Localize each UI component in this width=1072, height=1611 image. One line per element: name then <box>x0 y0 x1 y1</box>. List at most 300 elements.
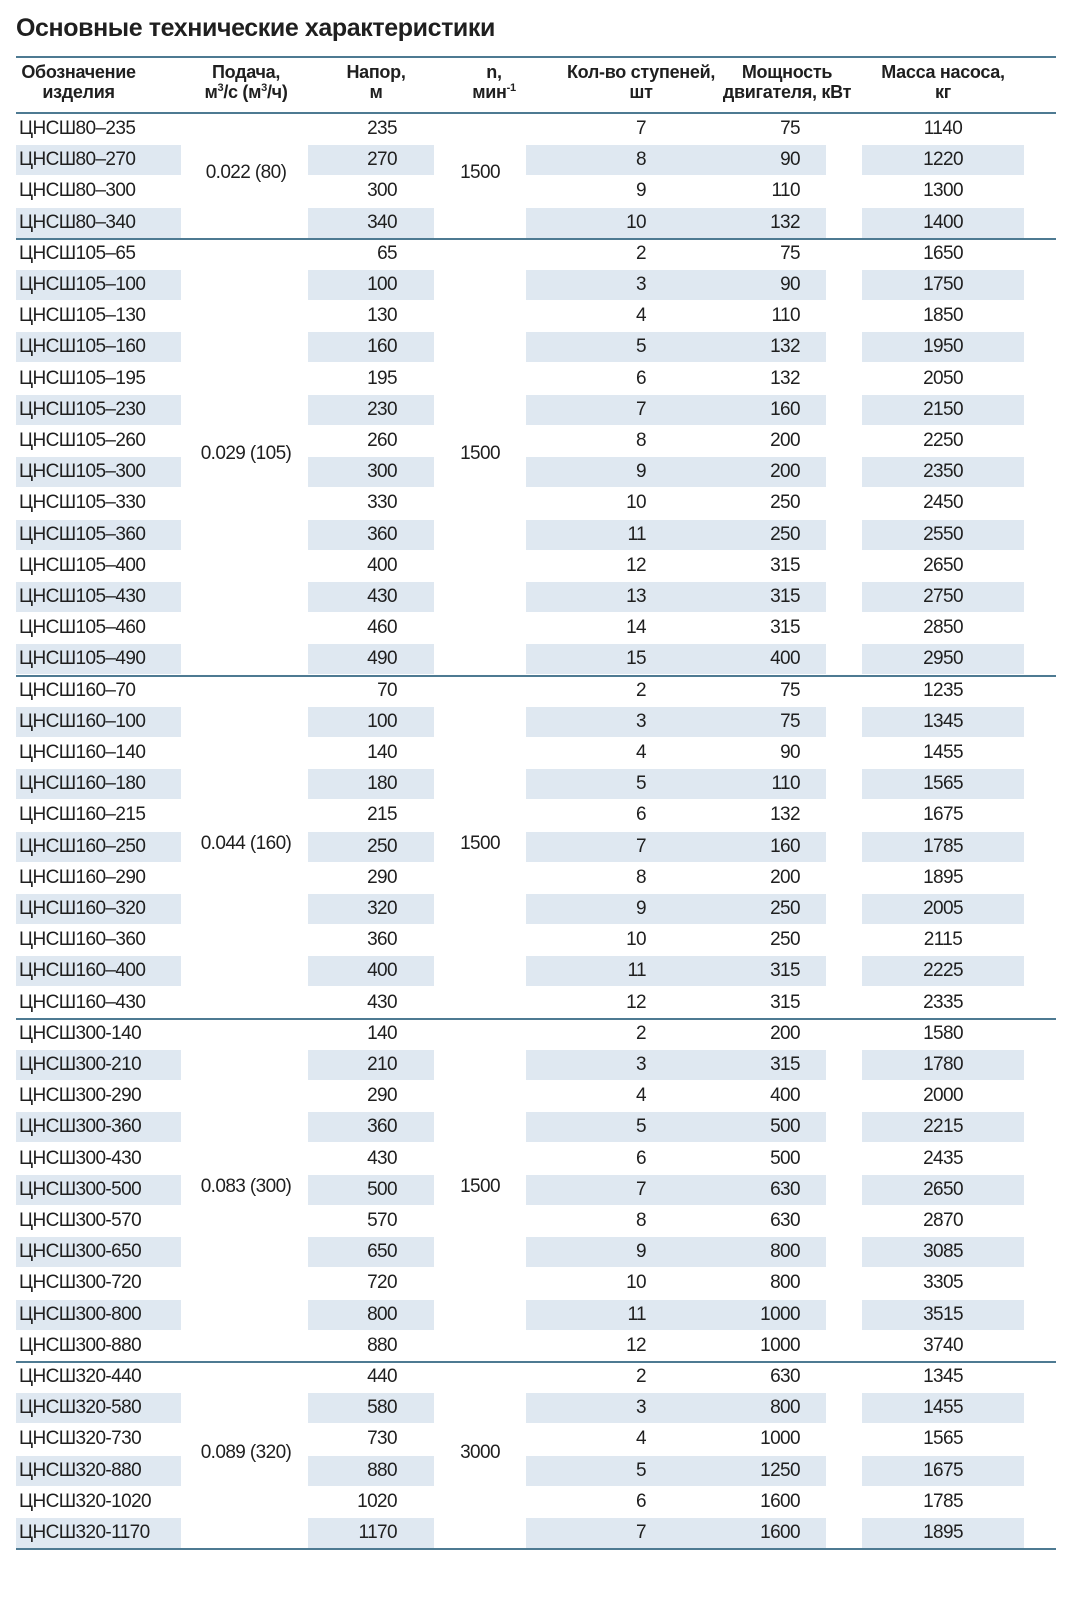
cell-designation: ЦНСШ300-880 <box>19 1334 142 1356</box>
cell-mass: 1565 <box>923 773 963 795</box>
cell-power: 200 <box>770 461 800 483</box>
cell-stages: 4 <box>636 305 646 327</box>
cell-mass: 1565 <box>923 1428 963 1450</box>
cell-power: 400 <box>770 648 800 670</box>
header-stages-line2: шт <box>629 82 653 102</box>
table-row <box>16 1518 1056 1550</box>
cell-mass: 2350 <box>923 461 963 483</box>
cell-power: 1250 <box>760 1459 800 1481</box>
cell-stages: 3 <box>636 274 646 295</box>
cell-mass: 2750 <box>923 586 963 607</box>
cell-mass: 1895 <box>923 1522 963 1543</box>
cell-power: 110 <box>771 305 800 327</box>
cell-designation: ЦНСШ320-440 <box>19 1366 142 1387</box>
cell-power: 630 <box>770 1178 800 1200</box>
cell-head: 800 <box>367 1303 397 1325</box>
cell-power: 315 <box>770 617 800 639</box>
table-row <box>16 832 1056 864</box>
cell-designation: ЦНСШ320-1170 <box>19 1522 150 1543</box>
cell-mass: 2650 <box>923 554 963 576</box>
cell-head: 360 <box>367 523 397 545</box>
cell-designation: ЦНСШ320-580 <box>19 1397 142 1419</box>
cell-mass: 2215 <box>923 1116 963 1138</box>
cell-designation: ЦНСШ320-1020 <box>19 1490 152 1512</box>
table-row <box>16 1362 1056 1394</box>
cell-mass: 1345 <box>923 1366 963 1387</box>
cell-designation: ЦНСШ105–430 <box>19 586 146 607</box>
cell-stages: 9 <box>636 898 646 919</box>
cell-speed-merged: 1500 <box>460 162 500 184</box>
cell-stages: 11 <box>627 960 646 982</box>
cell-mass: 2005 <box>923 898 963 919</box>
header-stages <box>556 62 726 102</box>
cell-mass: 2225 <box>923 960 963 982</box>
cell-head: 730 <box>367 1428 397 1450</box>
table-row <box>16 1456 1056 1488</box>
cell-power: 160 <box>770 398 800 420</box>
cell-power: 500 <box>770 1116 800 1138</box>
cell-stages: 14 <box>626 617 646 639</box>
cell-power: 160 <box>770 835 800 857</box>
header-designation <box>16 62 141 102</box>
cell-head: 320 <box>367 898 397 919</box>
cell-designation: ЦНСШ105–460 <box>19 617 146 639</box>
table-row <box>16 114 1056 146</box>
cell-head: 270 <box>367 149 397 171</box>
cell-flow-merged: 0.022 (80) <box>205 162 287 184</box>
header-power-line2: двигателя, кВт <box>722 82 852 102</box>
header-power-line1: Мощность <box>741 62 833 82</box>
table-row <box>16 488 1056 520</box>
cell-mass: 1895 <box>923 866 963 888</box>
cell-mass: 2150 <box>923 398 963 420</box>
cell-power: 75 <box>780 242 800 264</box>
cell-head: 140 <box>367 742 397 763</box>
page-title: Основные технические характеристики <box>16 14 495 42</box>
cell-speed-merged: 1500 <box>460 833 500 855</box>
cell-stages: 10 <box>626 492 646 514</box>
cell-power: 1000 <box>760 1428 800 1450</box>
cell-head: 130 <box>367 305 397 327</box>
cell-power: 132 <box>770 367 800 389</box>
table-row <box>16 520 1056 552</box>
header-stages-line1: Кол-во ступеней, <box>566 62 716 82</box>
cell-stages: 4 <box>636 1085 646 1107</box>
cell-designation: ЦНСШ300-650 <box>19 1241 142 1263</box>
table-row <box>16 863 1056 895</box>
cell-head: 330 <box>367 492 397 514</box>
cell-head: 500 <box>367 1178 397 1200</box>
cell-designation: ЦНСШ160–360 <box>19 929 146 951</box>
cell-power: 75 <box>780 118 800 139</box>
cell-head: 290 <box>367 866 397 888</box>
cell-designation: ЦНСШ300-500 <box>19 1178 142 1200</box>
cell-speed-merged: 3000 <box>460 1441 500 1463</box>
cell-stages: 8 <box>636 430 646 451</box>
cell-designation: ЦНСШ300-570 <box>19 1210 142 1231</box>
cell-power: 132 <box>770 804 800 826</box>
cell-mass: 1345 <box>923 710 963 732</box>
cell-head: 580 <box>367 1397 397 1419</box>
cell-flow-merged: 0.044 (160) <box>200 833 292 855</box>
header-head-line1: Напор, <box>346 62 406 82</box>
table-row <box>16 1206 1056 1238</box>
cell-designation: ЦНСШ105–100 <box>19 274 146 295</box>
cell-mass: 1455 <box>923 1397 963 1419</box>
cell-stages: 7 <box>636 1178 646 1200</box>
cell-designation: ЦНСШ160–290 <box>19 866 146 888</box>
cell-mass: 1780 <box>923 1054 963 1075</box>
cell-mass: 1650 <box>923 242 963 264</box>
cell-mass: 1950 <box>923 336 963 358</box>
cell-designation: ЦНСШ300-290 <box>19 1085 142 1107</box>
cell-stages: 8 <box>636 1210 646 1231</box>
header-flow <box>184 62 308 102</box>
cell-mass: 2335 <box>923 991 963 1013</box>
cell-designation: ЦНСШ105–195 <box>19 367 146 389</box>
cell-stages: 2 <box>636 1366 646 1387</box>
cell-power: 800 <box>770 1397 800 1419</box>
cell-head: 460 <box>367 617 397 639</box>
cell-power: 1000 <box>760 1303 800 1325</box>
cell-power: 75 <box>780 679 800 701</box>
table-row <box>16 1237 1056 1269</box>
cell-designation: ЦНСШ300-720 <box>19 1272 142 1294</box>
table-row <box>16 738 1056 770</box>
cell-stages: 12 <box>626 991 646 1013</box>
cell-flow-merged: 0.089 (320) <box>200 1441 292 1463</box>
cell-mass: 2550 <box>923 523 963 545</box>
cell-head: 290 <box>367 1085 397 1107</box>
cell-head: 400 <box>367 960 397 982</box>
table-row <box>16 270 1056 302</box>
cell-mass: 1235 <box>923 679 963 701</box>
cell-power: 250 <box>770 898 800 919</box>
cell-stages: 7 <box>636 1522 646 1543</box>
table-row <box>16 988 1056 1020</box>
table-row <box>16 613 1056 645</box>
cell-stages: 10 <box>626 929 646 951</box>
cell-stages: 15 <box>626 648 646 670</box>
header-speed-line2: мин$^{-1}$ <box>472 82 516 102</box>
table-row <box>16 707 1056 739</box>
cell-power: 250 <box>770 492 800 514</box>
cell-designation: ЦНСШ300-360 <box>19 1116 142 1138</box>
cell-speed-merged: 1500 <box>460 1176 500 1198</box>
cell-speed-merged: 1500 <box>460 443 500 465</box>
header-designation-line1: Обозначение <box>21 62 136 82</box>
cell-designation: ЦНСШ80–300 <box>19 180 136 202</box>
cell-mass: 1300 <box>923 180 963 202</box>
cell-designation: ЦНСШ105–490 <box>19 648 146 670</box>
header-mass <box>868 62 1018 102</box>
cell-designation: ЦНСШ105–360 <box>19 523 146 545</box>
table-row <box>16 457 1056 489</box>
cell-stages: 9 <box>636 1241 646 1263</box>
cell-designation: ЦНСШ160–400 <box>19 960 146 982</box>
cell-power: 90 <box>780 274 800 295</box>
table-row <box>16 1050 1056 1082</box>
cell-head: 1170 <box>358 1522 397 1543</box>
cell-power: 200 <box>770 430 800 451</box>
cell-power: 630 <box>770 1210 800 1231</box>
cell-mass: 1850 <box>923 305 963 327</box>
cell-head: 1020 <box>357 1490 397 1512</box>
cell-head: 720 <box>367 1272 397 1294</box>
cell-designation: ЦНСШ105–130 <box>19 305 146 327</box>
cell-stages: 5 <box>636 1459 646 1481</box>
cell-power: 1600 <box>760 1522 800 1543</box>
cell-mass: 1455 <box>923 742 963 763</box>
cell-head: 215 <box>367 804 397 826</box>
cell-designation: ЦНСШ105–160 <box>19 336 146 358</box>
cell-power: 315 <box>770 991 800 1013</box>
cell-power: 1000 <box>760 1334 800 1356</box>
table-row <box>16 551 1056 583</box>
cell-designation: ЦНСШ105–330 <box>19 492 146 514</box>
cell-head: 430 <box>367 991 397 1013</box>
cell-mass: 3085 <box>923 1241 963 1263</box>
cell-head: 360 <box>367 929 397 951</box>
cell-mass: 1140 <box>923 118 963 139</box>
cell-mass: 1675 <box>923 804 963 826</box>
header-flow-line2: $м^3/с$ $(м^3/ч)$ <box>204 82 288 102</box>
cell-head: 160 <box>367 336 397 358</box>
cell-power: 200 <box>770 866 800 888</box>
cell-designation: ЦНСШ105–400 <box>19 554 146 576</box>
cell-power: 250 <box>770 523 800 545</box>
table-row <box>16 145 1056 177</box>
cell-mass: 3515 <box>923 1303 963 1325</box>
cell-power: 315 <box>770 960 800 982</box>
cell-designation: ЦНСШ160–140 <box>19 742 146 763</box>
header-designation-line2: изделия <box>42 82 115 102</box>
cell-stages: 8 <box>636 866 646 888</box>
cell-power: 315 <box>770 554 800 576</box>
cell-power: 800 <box>770 1241 800 1263</box>
cell-stages: 5 <box>636 773 646 795</box>
cell-power: 110 <box>771 180 800 202</box>
header-speed <box>444 62 544 102</box>
table-row <box>16 332 1056 364</box>
cell-head: 880 <box>367 1334 397 1356</box>
cell-stages: 3 <box>636 1054 646 1075</box>
cell-head: 235 <box>367 118 397 139</box>
group-separator <box>16 1548 1056 1550</box>
table-row <box>16 1393 1056 1425</box>
cell-power: 132 <box>770 211 800 233</box>
cell-designation: ЦНСШ300-430 <box>19 1147 142 1169</box>
table-row <box>16 364 1056 396</box>
cell-stages: 2 <box>636 679 646 701</box>
cell-stages: 5 <box>636 1116 646 1138</box>
cell-head: 880 <box>367 1459 397 1481</box>
header-power <box>718 62 856 102</box>
cell-head: 70 <box>377 679 397 701</box>
cell-power: 630 <box>770 1366 800 1387</box>
cell-head: 440 <box>367 1366 397 1387</box>
cell-designation: ЦНСШ160–180 <box>19 773 146 795</box>
cell-stages: 7 <box>636 835 646 857</box>
cell-mass: 3740 <box>923 1334 963 1356</box>
cell-mass: 2000 <box>923 1085 963 1107</box>
cell-power: 90 <box>780 742 800 763</box>
table-row <box>16 894 1056 926</box>
cell-head: 400 <box>367 554 397 576</box>
cell-stages: 2 <box>636 242 646 264</box>
cell-designation: ЦНСШ105–230 <box>19 398 146 420</box>
cell-stages: 3 <box>636 710 646 732</box>
cell-head: 570 <box>367 1210 397 1231</box>
cell-stages: 4 <box>636 1428 646 1450</box>
header-flow-line1: Подача, <box>211 62 281 82</box>
cell-stages: 4 <box>636 742 646 763</box>
table-row <box>16 956 1056 988</box>
cell-stages: 10 <box>626 211 646 233</box>
cell-head: 430 <box>367 586 397 607</box>
cell-mass: 2950 <box>923 648 963 670</box>
cell-power: 110 <box>771 773 800 795</box>
cell-designation: ЦНСШ80–340 <box>19 211 136 233</box>
table-row <box>16 1144 1056 1176</box>
cell-designation: ЦНСШ160–320 <box>19 898 146 919</box>
cell-head: 250 <box>367 835 397 857</box>
cell-head: 430 <box>367 1147 397 1169</box>
cell-stages: 5 <box>636 336 646 358</box>
cell-stages: 2 <box>636 1022 646 1044</box>
cell-stages: 12 <box>626 1334 646 1356</box>
table-row <box>16 176 1056 208</box>
cell-mass: 1785 <box>923 1490 963 1512</box>
table-header <box>16 58 1056 114</box>
cell-head: 100 <box>367 710 397 732</box>
cell-stages: 7 <box>636 398 646 420</box>
cell-stages: 9 <box>636 180 646 202</box>
cell-stages: 6 <box>636 804 646 826</box>
cell-power: 90 <box>780 149 800 171</box>
cell-stages: 11 <box>627 523 646 545</box>
cell-power: 315 <box>770 586 800 607</box>
cell-designation: ЦНСШ80–235 <box>19 118 136 139</box>
cell-designation: ЦНСШ80–270 <box>19 149 136 171</box>
table-row <box>16 925 1056 957</box>
header-head <box>336 62 416 102</box>
cell-stages: 11 <box>627 1303 646 1325</box>
cell-head: 195 <box>367 367 397 389</box>
table-row <box>16 582 1056 614</box>
cell-power: 132 <box>770 336 800 358</box>
cell-power: 315 <box>770 1054 800 1075</box>
cell-mass: 1220 <box>923 149 963 171</box>
cell-mass: 3305 <box>923 1272 963 1294</box>
cell-flow-merged: 0.029 (105) <box>200 443 292 465</box>
cell-head: 230 <box>367 398 397 420</box>
cell-designation: ЦНСШ160–430 <box>19 991 146 1013</box>
cell-designation: ЦНСШ320-880 <box>19 1459 142 1481</box>
table-row <box>16 1424 1056 1456</box>
cell-designation: ЦНСШ160–100 <box>19 710 146 732</box>
cell-mass: 2850 <box>923 617 963 639</box>
cell-head: 65 <box>377 242 397 264</box>
cell-mass: 2450 <box>923 492 963 514</box>
cell-head: 490 <box>367 648 397 670</box>
cell-designation: ЦНСШ160–250 <box>19 835 146 857</box>
cell-designation: ЦНСШ160–70 <box>19 679 136 701</box>
table-row <box>16 1487 1056 1519</box>
table-row <box>16 208 1056 240</box>
cell-head: 140 <box>367 1022 397 1044</box>
cell-designation: ЦНСШ300-140 <box>19 1022 142 1044</box>
table-row <box>16 1300 1056 1332</box>
cell-designation: ЦНСШ105–65 <box>19 242 136 264</box>
table-row <box>16 676 1056 708</box>
cell-power: 800 <box>770 1272 800 1294</box>
table-row <box>16 1331 1056 1363</box>
cell-stages: 6 <box>636 367 646 389</box>
cell-designation: ЦНСШ320-730 <box>19 1428 142 1450</box>
table-row <box>16 426 1056 458</box>
cell-mass: 1400 <box>923 211 963 233</box>
table-row <box>16 239 1056 271</box>
cell-head: 300 <box>367 461 397 483</box>
cell-designation: ЦНСШ300-210 <box>19 1054 142 1075</box>
cell-stages: 6 <box>636 1147 646 1169</box>
cell-stages: 12 <box>626 554 646 576</box>
cell-head: 300 <box>367 180 397 202</box>
table-row <box>16 1268 1056 1300</box>
cell-flow-merged: 0.083 (300) <box>200 1176 292 1198</box>
cell-power: 1600 <box>760 1490 800 1512</box>
table-row <box>16 1081 1056 1113</box>
cell-mass: 1785 <box>923 835 963 857</box>
cell-mass: 2870 <box>923 1210 963 1231</box>
cell-designation: ЦНСШ300-800 <box>19 1303 142 1325</box>
table-row <box>16 644 1056 676</box>
cell-mass: 2050 <box>923 367 963 389</box>
cell-stages: 10 <box>626 1272 646 1294</box>
header-mass-line1: Масса насоса, <box>881 62 1005 82</box>
header-mass-line2: кг <box>935 82 951 102</box>
cell-mass: 2115 <box>923 929 963 951</box>
cell-head: 180 <box>367 773 397 795</box>
cell-stages: 8 <box>636 149 646 171</box>
cell-designation: ЦНСШ105–300 <box>19 461 146 483</box>
table-row <box>16 1112 1056 1144</box>
cell-designation: ЦНСШ160–215 <box>19 804 146 826</box>
cell-stages: 3 <box>636 1397 646 1419</box>
cell-head: 100 <box>367 274 397 295</box>
table-row <box>16 1019 1056 1051</box>
header-head-line2: м <box>369 82 383 102</box>
cell-designation: ЦНСШ105–260 <box>19 430 146 451</box>
cell-head: 260 <box>367 430 397 451</box>
table-row <box>16 800 1056 832</box>
table-row <box>16 301 1056 333</box>
cell-stages: 6 <box>636 1490 646 1512</box>
cell-power: 250 <box>770 929 800 951</box>
cell-mass: 2435 <box>923 1147 963 1169</box>
cell-head: 650 <box>367 1241 397 1263</box>
table-row <box>16 769 1056 801</box>
cell-power: 500 <box>770 1147 800 1169</box>
cell-mass: 2650 <box>923 1178 963 1200</box>
table-row <box>16 1175 1056 1207</box>
cell-head: 360 <box>367 1116 397 1138</box>
cell-power: 75 <box>780 710 800 732</box>
cell-stages: 9 <box>636 461 646 483</box>
cell-mass: 1675 <box>923 1459 963 1481</box>
cell-stages: 13 <box>626 586 646 607</box>
